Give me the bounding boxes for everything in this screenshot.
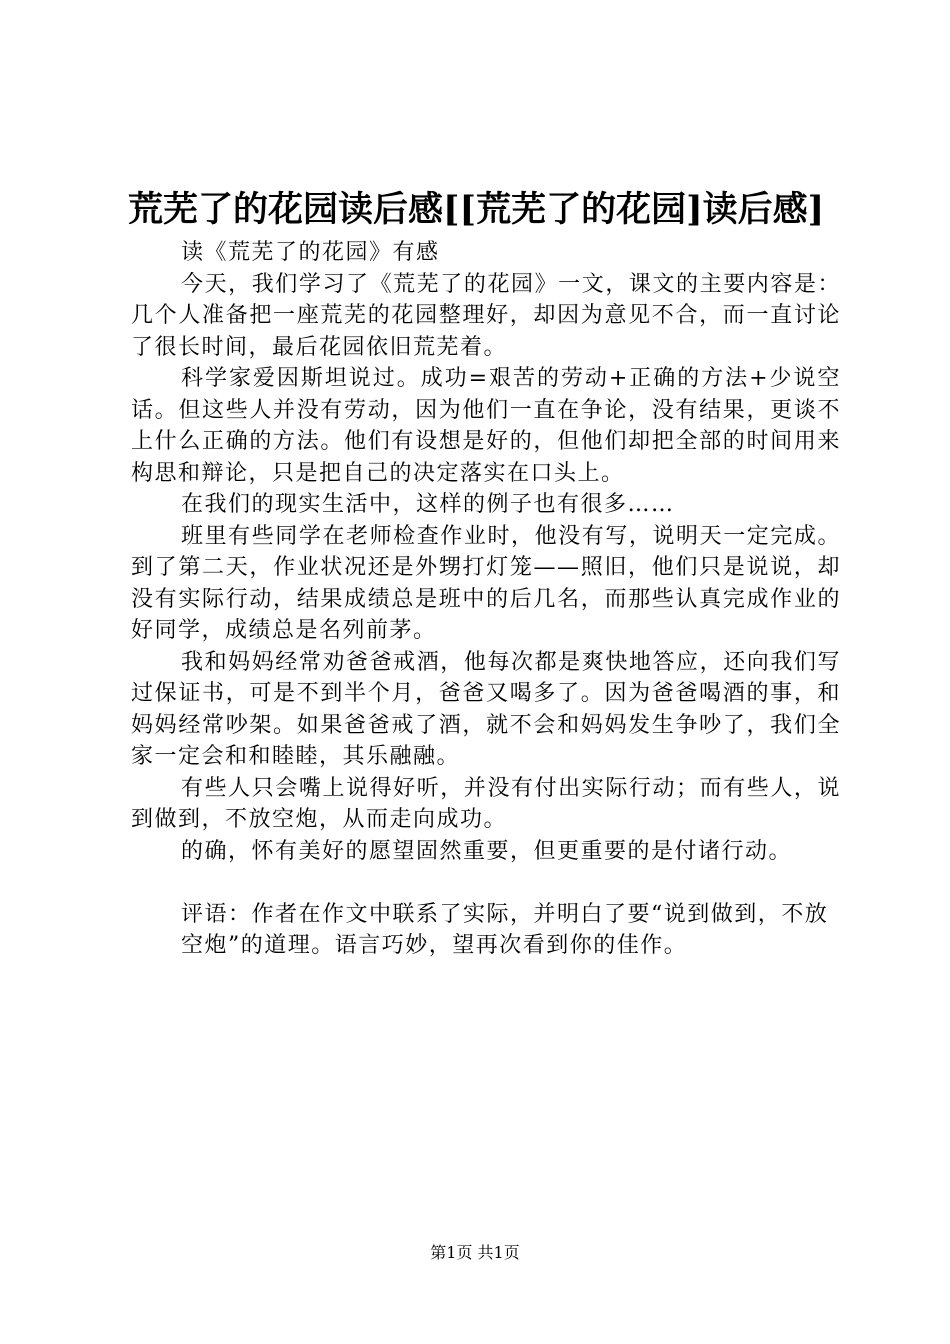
paragraph-1: 今天，我们学习了《荒芜了的花园》一文，课文的主要内容是：几个人准备把一座荒芜的花园整理好，却因为意见不合，而一直讨论了很长时间，最后花园依旧荒芜着。: [131, 271, 841, 360]
paragraph-2: 科学家爱因斯坦说过。成功=艰苦的劳动+正确的方法+少说空话。但这些人并没有劳动，因为他们一直在争论，没有结果，更谈不上什么正确的方法。他们有设想是好的，但他们却把全部的时间用来构思和辩论，只是把自己的决定落实在口头上。: [131, 366, 841, 486]
essay-subtitle: 读《荒芜了的花园》有感: [181, 240, 440, 265]
paragraph-6: 有些人只会嘴上说得好听，并没有付出实际行动；而有些人，说到做到，不放空炮，从而走向成功。: [131, 775, 841, 832]
blank-line: [131, 867, 841, 899]
paragraph-5: 我和妈妈经常劝爸爸戒酒，他每次都是爽快地答应，还向我们写过保证书，可是不到半个月，爸爸又喝多了。因为爸爸喝酒的事，和妈妈经常吵架。如果爸爸戒了酒，就不会和妈妈发生争吵了，我们全家一定会和和睦睦，其乐融融。: [131, 649, 841, 769]
teacher-comment-line-2: 空炮”的道理。语言巧妙，望再次看到你的佳作。: [181, 933, 688, 958]
page-footer: 第1页 共1页: [430, 1243, 520, 1262]
document-body: [131, 237, 841, 962]
paragraph-4: 班里有些同学在老师检查作业时，他没有写，说明天一定完成。到了第二天，作业状况还是外甥打灯笼——照旧，他们只是说说，却没有实际行动，结果成绩总是班中的后几名，而那些认真完成作业的好同学，成绩总是名列前茅。: [131, 523, 841, 643]
paragraph-3: 在我们的现实生活中，这样的例子也有很多……: [181, 492, 675, 517]
paragraph-7: 的确，怀有美好的愿望固然重要，但更重要的是付诸行动。: [181, 838, 793, 864]
teacher-comment-line-1: 评语：作者在作文中联系了实际，并明白了要“说到做到，不放: [181, 901, 829, 927]
document-title: 荒芜了的花园读后感[[荒芜了的花园]读后感]: [128, 189, 825, 230]
